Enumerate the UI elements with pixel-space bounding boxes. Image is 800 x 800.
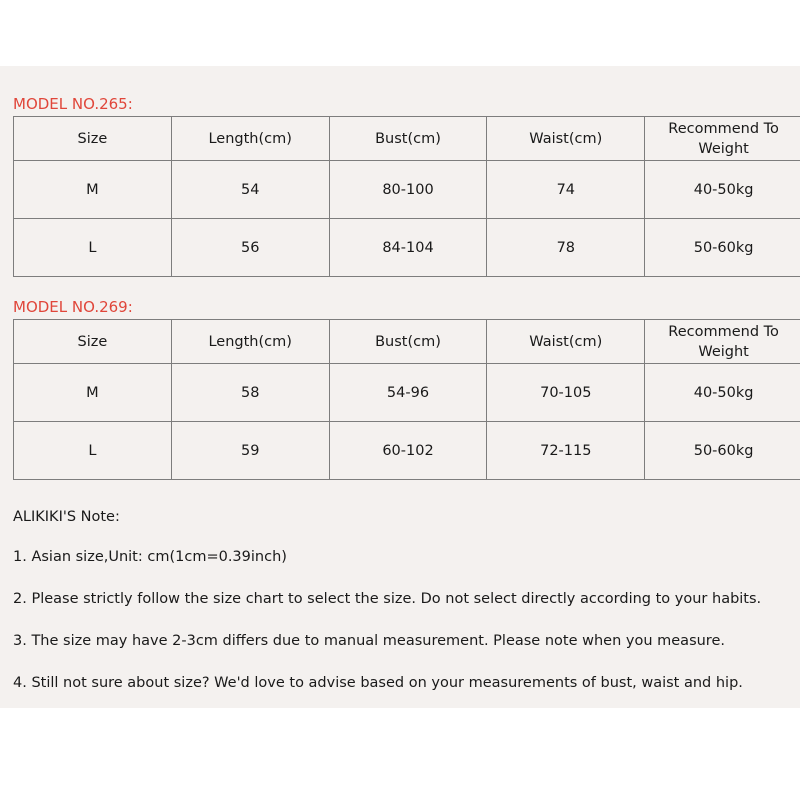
table-row [14,364,800,422]
model-269-title: MODEL NO.269: [13,298,133,316]
cell-size: M [14,364,172,422]
cell-bust: 60-102 [329,422,487,480]
table-header-row [14,320,800,364]
cell-bust: 54-96 [329,364,487,422]
cell-length: 56 [171,219,329,277]
cell-weight: 50-60kg [645,422,800,480]
header-waist: Waist(cm) [487,320,645,364]
table-row [14,422,800,480]
model-265-title: MODEL NO.265: [13,95,133,113]
cell-length: 54 [171,161,329,219]
cell-weight: 50-60kg [645,219,800,277]
note-item-1: 1. Asian size,Unit: cm(1cm=0.39inch) [13,549,287,565]
size-table-model-265 [13,116,800,277]
notes-title: ALIKIKI'S Note: [13,509,120,525]
cell-waist: 78 [487,219,645,277]
header-length: Length(cm) [171,320,329,364]
table-row [14,161,800,219]
cell-size: M [14,161,172,219]
cell-size: L [14,219,172,277]
header-bust: Bust(cm) [329,320,487,364]
cell-size: L [14,422,172,480]
header-size: Size [14,320,172,364]
header-size: Size [14,117,172,161]
table-header-row [14,117,800,161]
cell-waist: 70-105 [487,364,645,422]
header-recommend-weight: Recommend To Weight [645,320,800,364]
header-bust: Bust(cm) [329,117,487,161]
note-item-3: 3. The size may have 2-3cm differs due to manual measurement. Please note when you measure. [13,633,725,649]
size-table-model-269 [13,319,800,480]
cell-length: 58 [171,364,329,422]
cell-waist: 72-115 [487,422,645,480]
cell-length: 59 [171,422,329,480]
cell-bust: 80-100 [329,161,487,219]
cell-waist: 74 [487,161,645,219]
cell-bust: 84-104 [329,219,487,277]
table-row [14,219,800,277]
header-recommend-weight: Recommend To Weight [645,117,800,161]
note-item-2: 2. Please strictly follow the size chart to select the size. Do not select directly according to your habits. [13,591,762,607]
cell-weight: 40-50kg [645,161,800,219]
size-chart-panel [0,66,800,708]
cell-weight: 40-50kg [645,364,800,422]
header-length: Length(cm) [171,117,329,161]
header-waist: Waist(cm) [487,117,645,161]
note-item-4: 4. Still not sure about size? We'd love to advise based on your measurements of bust, waist and hip. [13,675,743,691]
